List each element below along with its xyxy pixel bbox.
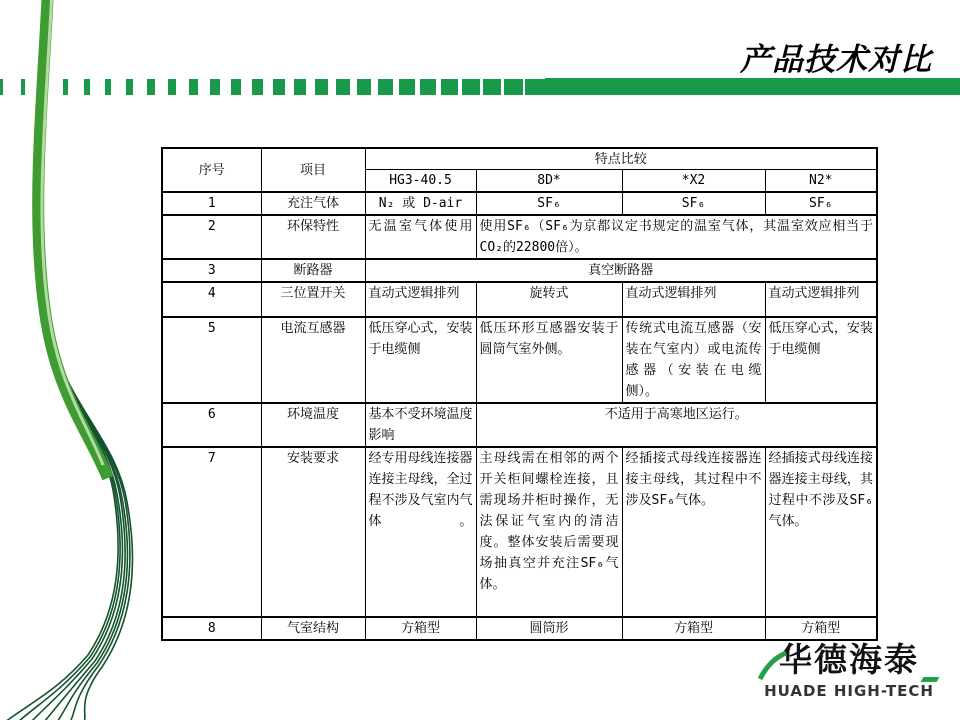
table-cell: 旋转式 bbox=[476, 282, 622, 317]
row-item-cell: 断路器 bbox=[261, 259, 365, 282]
table-cell: 经插接式母线连接器连接主母线，其过程中不涉及SF₆气体。 bbox=[765, 447, 877, 617]
logo-green-tail bbox=[921, 677, 940, 682]
table-cell: 传统式电流互感器（安装在气室内）或电流传感器（安装在电缆侧）。 bbox=[622, 317, 765, 403]
table-cell: 使用SF₆（SF₆为京都议定书规定的温室气体，其温室效应相当于CO₂的22800倍）。 bbox=[476, 215, 877, 259]
table-cell: 不适用于高寒地区运行。 bbox=[476, 403, 877, 447]
row-serial-cell: 7 bbox=[162, 447, 261, 617]
dash-decoration bbox=[504, 79, 523, 95]
table-cell: 低压穿心式，安装于电缆侧 bbox=[765, 317, 877, 403]
table-row bbox=[162, 617, 877, 640]
table-header-serial: 序号 bbox=[162, 148, 261, 192]
row-serial-cell: 1 bbox=[162, 192, 261, 215]
row-item-cell: 电流互感器 bbox=[261, 317, 365, 403]
ribbon-decoration bbox=[0, 0, 180, 720]
table-cell: 主母线需在相邻的两个开关柜间螺栓连接，且需现场并柜时操作，无法保证气室内的清洁度。整体安装后需要现场抽真空并充注SF₆气体。 bbox=[476, 447, 622, 617]
title-underline-bar bbox=[545, 78, 960, 95]
table-cell: 低压环形互感器安装于圆筒气室外侧。 bbox=[476, 317, 622, 403]
table-row bbox=[162, 403, 877, 447]
dash-decoration bbox=[378, 79, 393, 95]
table-header-model: HG3-40.5 bbox=[365, 170, 476, 193]
table-cell: 方箱型 bbox=[622, 617, 765, 640]
dash-decoration bbox=[42, 79, 46, 95]
dash-decoration bbox=[336, 79, 350, 95]
row-serial-cell: 3 bbox=[162, 259, 261, 282]
table-header-model: *X2 bbox=[622, 170, 765, 193]
row-item-cell: 三位置开关 bbox=[261, 282, 365, 317]
table-row bbox=[162, 282, 877, 317]
table-header-model: 8D* bbox=[476, 170, 622, 193]
table-cell: 直动式逻辑排列 bbox=[765, 282, 877, 317]
dash-decoration bbox=[63, 79, 68, 95]
table-cell: SF₆ bbox=[622, 192, 765, 215]
row-serial-cell: 8 bbox=[162, 617, 261, 640]
row-serial-cell: 6 bbox=[162, 403, 261, 447]
row-item-cell: 充注气体 bbox=[261, 192, 365, 215]
dash-decoration bbox=[231, 79, 241, 95]
dash-decoration bbox=[483, 79, 501, 95]
dash-decoration bbox=[0, 79, 3, 95]
row-item-cell: 环境温度 bbox=[261, 403, 365, 447]
table-cell: 方箱型 bbox=[765, 617, 877, 640]
table-cell: 经插接式母线连接器连接主母线，其过程中不涉及SF₆气体。 bbox=[622, 447, 765, 617]
dash-decoration bbox=[294, 79, 306, 95]
dash-decoration bbox=[126, 79, 133, 95]
logo-latin-text: HUADE HIGH-TECH bbox=[764, 682, 934, 700]
table-cell: SF₆ bbox=[476, 192, 622, 215]
table-header-group: 特点比较 bbox=[365, 148, 877, 170]
dash-row-decoration bbox=[0, 79, 545, 95]
dash-decoration bbox=[210, 79, 220, 95]
dash-decoration bbox=[168, 79, 176, 95]
row-serial-cell: 5 bbox=[162, 317, 261, 403]
dash-decoration bbox=[399, 79, 415, 95]
table-header-model: N2* bbox=[765, 170, 877, 193]
row-serial-cell: 4 bbox=[162, 282, 261, 317]
table-row bbox=[162, 192, 877, 215]
table-cell: 无温室气体使用 bbox=[365, 215, 476, 259]
comparison-table bbox=[161, 147, 878, 641]
dash-decoration bbox=[84, 79, 90, 95]
row-serial-cell: 2 bbox=[162, 215, 261, 259]
logo-cjk-label: 华德海泰 bbox=[779, 640, 919, 680]
table-row bbox=[162, 317, 877, 403]
dash-decoration bbox=[252, 79, 263, 95]
table-cell: 低压穿心式，安装于电缆侧 bbox=[365, 317, 476, 403]
row-item-cell: 气室结构 bbox=[261, 617, 365, 640]
dash-decoration bbox=[147, 79, 155, 95]
table-cell: 基本不受环境温度影响 bbox=[365, 403, 476, 447]
table-cell: 直动式逻辑排列 bbox=[365, 282, 476, 317]
row-item-cell: 安装要求 bbox=[261, 447, 365, 617]
logo-cjk-text bbox=[760, 640, 938, 680]
dash-decoration bbox=[105, 79, 111, 95]
table-row bbox=[162, 447, 877, 617]
dash-decoration bbox=[315, 79, 328, 95]
table-row bbox=[162, 215, 877, 259]
dash-decoration bbox=[357, 79, 371, 95]
table-cell: 圆筒形 bbox=[476, 617, 622, 640]
dash-decoration bbox=[525, 79, 545, 95]
table-row bbox=[162, 259, 877, 282]
dash-decoration bbox=[462, 79, 480, 95]
table-cell: 方箱型 bbox=[365, 617, 476, 640]
row-item-cell: 环保特性 bbox=[261, 215, 365, 259]
dash-decoration bbox=[189, 79, 198, 95]
table-header-item: 项目 bbox=[261, 148, 365, 192]
table-cell: 真空断路器 bbox=[365, 259, 877, 282]
logo-swoosh-icon bbox=[758, 651, 788, 681]
table-cell: 经专用母线连接器连接主母线，全过程不涉及气室内气体。 bbox=[365, 447, 476, 617]
dash-decoration bbox=[21, 79, 25, 95]
table-cell: N₂ 或 D-air bbox=[365, 192, 476, 215]
table-cell: 直动式逻辑排列 bbox=[622, 282, 765, 317]
logo bbox=[760, 640, 938, 700]
dash-decoration bbox=[420, 79, 436, 95]
table-cell: SF₆ bbox=[765, 192, 877, 215]
dash-decoration bbox=[273, 79, 285, 95]
page-title: 产品技术对比 bbox=[740, 42, 932, 78]
dash-decoration bbox=[441, 79, 458, 95]
